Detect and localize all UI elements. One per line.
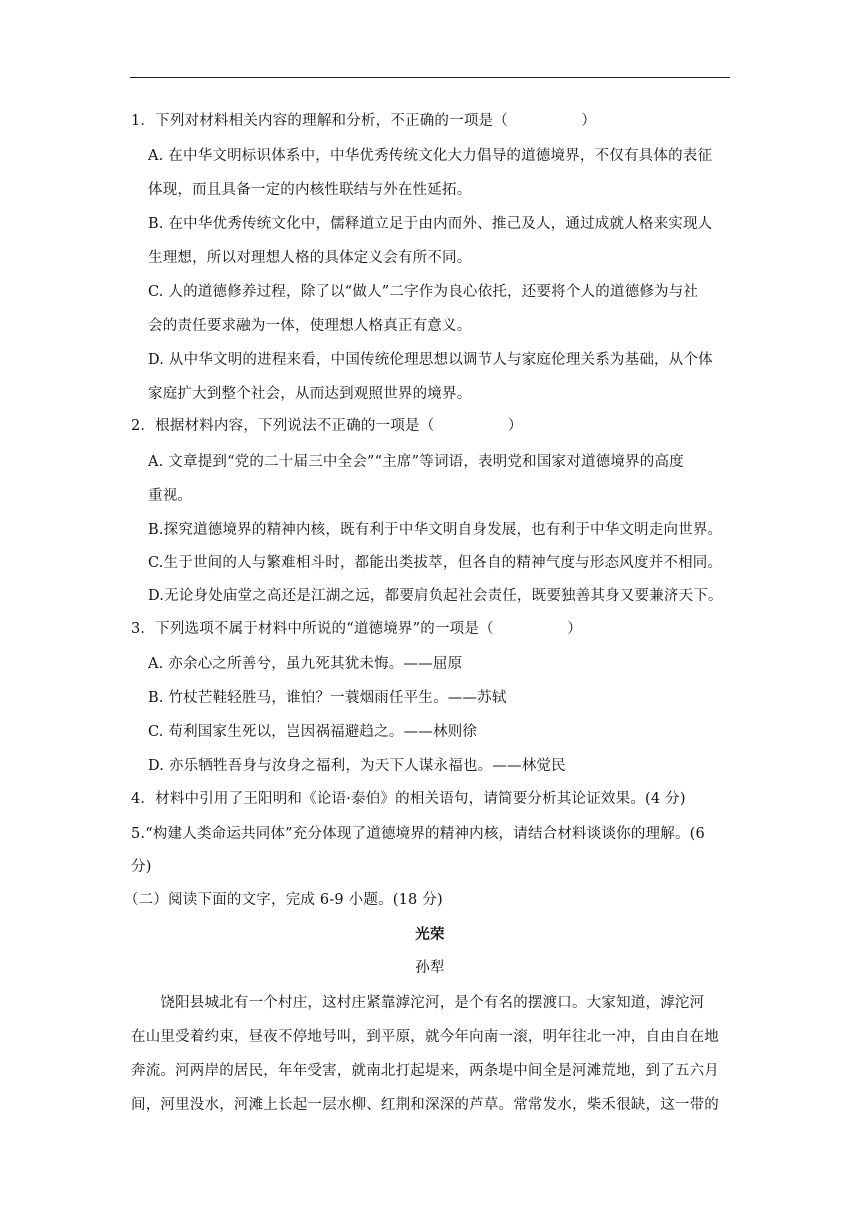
- question-3-option-d: D. 亦乐牺牲吾身与汝身之福利，为天下人谋永福也。——林觉民: [148, 758, 566, 774]
- section-heading: （二）阅读下面的文字，完成 6-9 小题。(18 分): [124, 892, 443, 908]
- question-1-option-b-cont: 生理想，所以对理想人格的具体定义会有所不同。: [148, 250, 472, 266]
- question-3-stem: 3．下列选项不属于材料中所说的“道德境界”的一项是（ ）: [131, 621, 582, 637]
- story-author: 孙犁: [415, 960, 445, 976]
- question-5: 5.“构建人类命运共同体”充分体现了道德境界的精神内核，请结合材料谈谈你的理解。(6: [131, 826, 705, 842]
- question-5-cont: 分): [131, 859, 152, 875]
- question-3-option-b: B. 竹杖芒鞋轻胜马，谁怕？一蓑烟雨任平生。——苏轼: [148, 690, 507, 706]
- question-4: 4．材料中引用了王阳明和《论语·泰伯》的相关语句，请简要分析其论证效果。(4 分): [131, 791, 686, 807]
- story-paragraph-line: 饶阳县城北有一个村庄，这村庄紧靠滹沱河，是个有名的摆渡口。大家知道，滹沱河: [131, 995, 705, 1011]
- story-paragraph-line: 在山里受着约束，昼夜不停地号叫，到平原，就今年向南一滚，明年往北一冲，自由自在地: [131, 1029, 719, 1045]
- header-rule: [130, 77, 730, 78]
- question-2-option-a-cont: 重视。: [148, 488, 193, 504]
- question-3-option-c: C. 苟利国家生死以，岂因祸福避趋之。——林则徐: [148, 724, 478, 740]
- story-paragraph-line: 奔流。河两岸的居民，年年受害，就南北打起堤来，两条堤中间全是河滩荒地，到了五六月: [131, 1063, 719, 1079]
- question-2-option-b: B.探究道德境界的精神内核，既有利于中华文明自身发展，也有利于中华文明走向世界。: [148, 522, 723, 538]
- question-2-option-d: D.无论身处庙堂之高还是江湖之远，都要肩负起社会责任，既要独善其身又要兼济天下。: [148, 588, 723, 604]
- question-1-option-d: D. 从中华文明的进程来看，中国传统伦理思想以调节人与家庭伦理关系为基础，从个体: [148, 352, 713, 368]
- question-1-stem: 1．下列对材料相关内容的理解和分析，不正确的一项是（ ）: [131, 113, 597, 129]
- question-1-option-d-cont: 家庭扩大到整个社会，从而达到观照世界的境界。: [148, 386, 472, 402]
- question-1-option-c-cont: 会的责任要求融为一体，使理想人格真正有意义。: [148, 318, 472, 334]
- question-3-option-a: A. 亦余心之所善兮，虽九死其犹未悔。——屈原: [148, 656, 463, 672]
- story-title: 光荣: [415, 927, 445, 943]
- question-2-option-a: A. 文章提到“党的二十届三中全会”“主席”等词语，表明党和国家对道德境界的高度: [148, 454, 684, 470]
- question-1-option-b: B. 在中华优秀传统文化中，儒释道立足于由内而外、推己及人，通过成就人格来实现人: [148, 216, 713, 232]
- question-1-option-a: A. 在中华文明标识体系中，中华优秀传统文化大力倡导的道德境界，不仅有具体的表征: [148, 148, 713, 164]
- question-1-option-c: C. 人的道德修养过程，除了以“做人”二字作为良心依托，还要将个人的道德修为与社: [148, 284, 699, 300]
- question-2-stem: 2．根据材料内容，下列说法不正确的一项是（ ）: [131, 418, 523, 434]
- question-1-option-a-cont: 体现，而且具备一定的内核性联结与外在性延拓。: [148, 182, 472, 198]
- story-paragraph-line: 间，河里没水，河滩上长起一层水柳、红荆和深深的芦草。常常发水，柴禾很缺，这一带的: [131, 1097, 719, 1113]
- question-2-option-c: C.生于世间的人与繁难相斗时，都能出类拔萃，但各自的精神气度与形态风度并不相同。: [148, 555, 723, 571]
